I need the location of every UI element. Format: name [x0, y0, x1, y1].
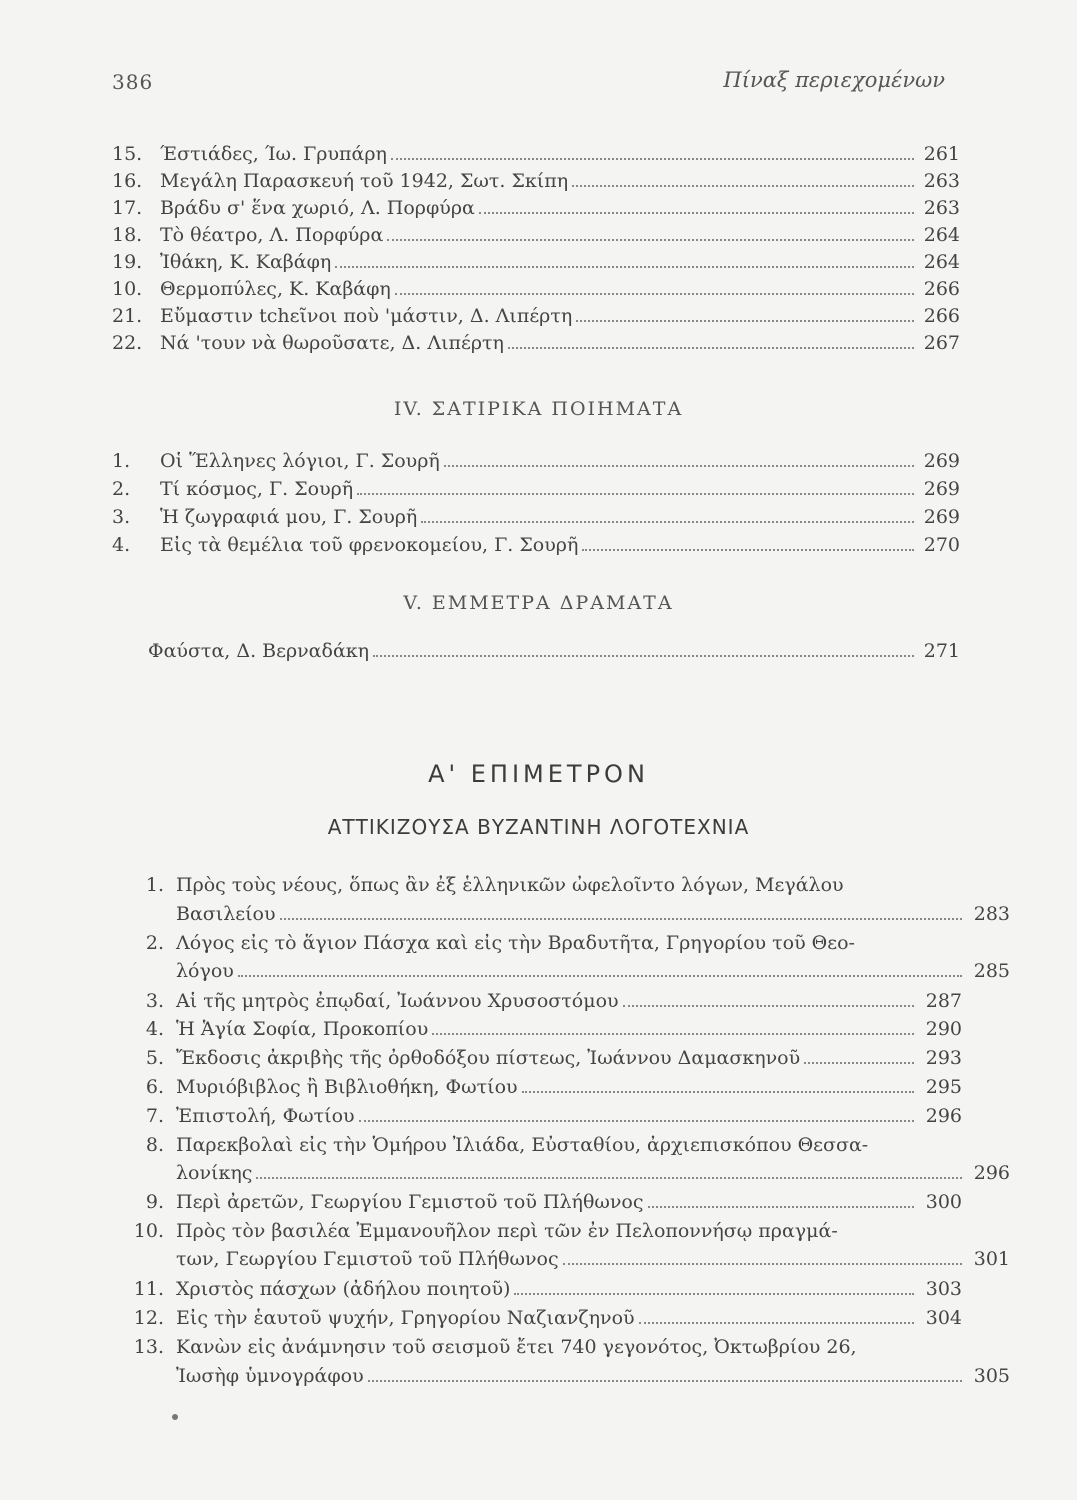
- entry-number: 11.: [133, 1278, 164, 1300]
- entry-page: 295: [925, 1076, 962, 1098]
- entry-page: 300: [925, 1191, 962, 1213]
- dot-leader: [373, 655, 914, 657]
- entry-page: 285: [973, 960, 1010, 982]
- entry-page: 261: [923, 143, 960, 165]
- dot-leader: [576, 320, 914, 322]
- entry-number: 3.: [145, 990, 164, 1012]
- running-title: Πίναξ περιεχομένων: [723, 68, 945, 92]
- list-item: [128, 1076, 962, 1098]
- list-item: [128, 874, 962, 896]
- entry-title: Περὶ ἀρετῶν, Γεωργίου Γεμιστοῦ τοῦ Πλήθωνος: [176, 1191, 644, 1213]
- list-item-continuation: [128, 903, 1010, 925]
- dot-leader: [256, 1177, 962, 1179]
- dot-leader: [639, 1322, 914, 1324]
- list-item: [128, 1134, 962, 1156]
- dot-leader: [432, 1033, 914, 1035]
- entry-title: Εἰς τὴν ἑαυτοῦ ψυχήν, Γρηγορίου Ναζιανζηνοῦ: [176, 1307, 635, 1329]
- toc-entry: [112, 143, 960, 165]
- entry-page: 304: [925, 1307, 962, 1329]
- toc-entry: [112, 305, 960, 327]
- entry-number: 1.: [112, 450, 131, 472]
- dot-leader: [395, 293, 914, 295]
- entry-page: 266: [923, 305, 960, 327]
- entry-title: Τί κόσμος, Γ. Σουρῆ: [160, 478, 354, 500]
- entry-title: Εὔμαστιν tchεῖνοι ποὺ 'μάστιν, Δ. Λιπέρτη: [160, 305, 573, 327]
- entry-number: 3.: [112, 506, 131, 528]
- dot-leader: [335, 266, 914, 268]
- toc-entry: [112, 506, 960, 528]
- entry-title: Μυριόβιβλος ἢ Βιβλιοθήκη, Φωτίου: [176, 1076, 518, 1098]
- dot-leader: [563, 1263, 962, 1265]
- dot-leader: [357, 493, 914, 495]
- entry-number: 19.: [112, 251, 143, 273]
- entry-number: 17.: [112, 197, 143, 219]
- entry-page: 305: [973, 1365, 1010, 1387]
- list-item-continuation: [128, 1248, 1010, 1270]
- appendix-title: Α' ΕΠΙΜΕΤΡΟΝ: [428, 760, 649, 788]
- dot-leader: [479, 212, 914, 214]
- dot-leader: [514, 1293, 914, 1295]
- appendix-subtitle: ΑΤΤΙΚΙΖΟΥΣΑ ΒΥΖΑΝΤΙΝΗ ΛΟΓΟΤΕΧΝΙΑ: [327, 815, 750, 839]
- list-item: [128, 932, 962, 954]
- list-item: [128, 1307, 962, 1329]
- toc-entry: [112, 278, 960, 300]
- dot-leader: [238, 975, 962, 977]
- dot-leader: [444, 465, 914, 467]
- entry-title-cont: των, Γεωργίου Γεμιστοῦ τοῦ Πλήθωνος: [176, 1248, 559, 1270]
- list-item: [128, 1278, 962, 1300]
- entry-number: 15.: [112, 143, 143, 165]
- entry-number: 4.: [145, 1018, 164, 1040]
- toc-entry: [112, 450, 960, 472]
- dot-leader: [508, 347, 914, 349]
- section-heading-v: V. ΕΜΜΕΤΡΑ ΔΡΑΜΑΤΑ: [403, 592, 674, 614]
- entry-number: 22.: [112, 332, 143, 354]
- list-item: [128, 1336, 962, 1358]
- entry-page: 269: [923, 478, 960, 500]
- entry-title: Χριστὸς πάσχων (ἀδήλου ποιητοῦ): [176, 1278, 511, 1300]
- dot-leader: [804, 1062, 914, 1064]
- entry-number: 5.: [145, 1047, 164, 1069]
- entry-title: Ἡ ζωγραφιά μου, Γ. Σουρῆ: [160, 506, 418, 528]
- ink-speck: [172, 1414, 178, 1420]
- list-item-continuation: [128, 1365, 1010, 1387]
- entry-number: 10.: [112, 278, 143, 300]
- dot-leader: [421, 521, 914, 523]
- entry-title: Πρὸς τοὺς νέους, ὅπως ἂν ἐξ ἑλληνικῶν ὠφελοῖντο λόγων, Μεγάλου: [176, 874, 844, 896]
- entry-title: Έστιάδες, Ίω. Γρυπάρη: [160, 143, 387, 165]
- entry-page: 269: [923, 450, 960, 472]
- entry-number: 6.: [145, 1076, 164, 1098]
- entry-title: Αἱ τῆς μητρὸς ἐπῳδαί, Ἰωάννου Χρυσοστόμου: [176, 990, 619, 1012]
- entry-title: Παρεκβολαὶ εἰς τὴν Ὁμήρου Ἰλιάδα, Εὐσταθίου, ἀρχιεπισκόπου Θεσσα-: [176, 1134, 869, 1156]
- entry-number: 18.: [112, 224, 143, 246]
- entry-title: Θερμοπύλες, Κ. Καβάφη: [160, 278, 391, 300]
- entry-title: Φαύστα, Δ. Βερναδάκη: [148, 640, 370, 662]
- toc-entry: [112, 332, 960, 354]
- list-item: [128, 1220, 962, 1242]
- entry-title: Τὸ θέατρο, Λ. Πορφύρα: [160, 224, 384, 246]
- entry-page: 264: [923, 224, 960, 246]
- dot-leader: [522, 1091, 914, 1093]
- entry-page: 296: [973, 1162, 1010, 1184]
- list-item: [128, 1047, 962, 1069]
- toc-entry: [112, 534, 960, 556]
- entry-title-cont: Ἰωσὴφ ὑμνογράφου: [176, 1365, 364, 1387]
- entry-title-cont: Βασιλείου: [176, 903, 276, 925]
- entry-page: 303: [925, 1278, 962, 1300]
- entry-title: Νά 'τουν νὰ θωροῦσατε, Δ. Λιπέρτη: [160, 332, 504, 354]
- dot-leader: [572, 185, 914, 187]
- entry-title: Βράδυ σ' ἕνα χωριό, Λ. Πορφύρα: [160, 197, 475, 219]
- entry-page: 263: [923, 170, 960, 192]
- entry-title: Ἡ Ἁγία Σοφία, Προκοπίου: [176, 1018, 429, 1040]
- dot-leader: [391, 158, 914, 160]
- dot-leader: [582, 549, 914, 551]
- entry-number: 1.: [145, 874, 164, 896]
- toc-entry: [148, 640, 960, 662]
- entry-title: Ἰθάκη, Κ. Καβάφη: [160, 251, 332, 273]
- toc-entry: [112, 251, 960, 273]
- entry-page: 267: [923, 332, 960, 354]
- section-heading-iv: IV. ΣΑΤΙΡΙΚΑ ΠΟΙΗΜΑΤΑ: [393, 398, 684, 420]
- entry-page: 271: [923, 640, 960, 662]
- entry-title: Ἔκδοσις ἀκριβὴς τῆς ὀρθοδόξου πίστεως, Ἰωάννου Δαμασκηνοῦ: [176, 1047, 801, 1069]
- entry-number: 13.: [133, 1336, 164, 1358]
- dot-leader: [359, 1120, 914, 1122]
- list-item: [128, 990, 962, 1012]
- entry-page: 269: [923, 506, 960, 528]
- entry-number: 21.: [112, 305, 143, 327]
- entry-number: 7.: [145, 1105, 164, 1127]
- entry-title: Οἱ Ἕλληνες λόγιοι, Γ. Σουρῆ: [160, 450, 440, 472]
- dot-leader: [387, 239, 914, 241]
- dot-leader: [280, 918, 962, 920]
- list-item-continuation: [128, 1162, 1010, 1184]
- toc-entry: [112, 170, 960, 192]
- entry-page: 266: [923, 278, 960, 300]
- toc-entry: [112, 224, 960, 246]
- entry-number: 9.: [145, 1191, 164, 1213]
- entry-title: Κανὼν εἰς ἀνάμνησιν τοῦ σεισμοῦ ἔτει 740 γεγονότος, Ὀκτωβρίου 26,: [176, 1336, 857, 1358]
- entry-title: Ἐπιστολή, Φωτίου: [176, 1105, 355, 1127]
- entry-page: 270: [923, 534, 960, 556]
- entry-title: Εἰς τὰ θεμέλια τοῦ φρενοκομείου, Γ. Σουρῆ: [160, 534, 579, 556]
- entry-page: 283: [973, 903, 1010, 925]
- dot-leader: [623, 1005, 914, 1007]
- list-item: [128, 1018, 962, 1040]
- entry-page: 264: [923, 251, 960, 273]
- list-item: [128, 1191, 962, 1213]
- list-item-continuation: [128, 960, 1010, 982]
- toc-entry: [112, 197, 960, 219]
- dot-leader: [368, 1380, 962, 1382]
- entry-title-cont: λονίκης: [176, 1162, 253, 1184]
- page-number: 386: [112, 70, 154, 94]
- entry-title: Μεγάλη Παρασκευή τοῦ 1942, Σωτ. Σκίπη: [160, 170, 569, 192]
- list-item: [128, 1105, 962, 1127]
- entry-title: Πρὸς τὸν βασιλέα Ἐμμανουῆλον περὶ τῶν ἐν Πελοποννήσῳ πραγμά-: [176, 1220, 838, 1242]
- entry-number: 2.: [112, 478, 131, 500]
- toc-entry: [112, 478, 960, 500]
- entry-number: 12.: [133, 1307, 164, 1329]
- entry-page: 293: [925, 1047, 962, 1069]
- entry-page: 263: [923, 197, 960, 219]
- entry-page: 290: [925, 1018, 962, 1040]
- dot-leader: [648, 1206, 914, 1208]
- entry-number: 8.: [145, 1134, 164, 1156]
- entry-number: 16.: [112, 170, 143, 192]
- entry-number: 2.: [145, 932, 164, 954]
- entry-title-cont: λόγου: [176, 960, 234, 982]
- entry-number: 10.: [133, 1220, 164, 1242]
- entry-number: 4.: [112, 534, 131, 556]
- entry-page: 296: [925, 1105, 962, 1127]
- entry-title: Λόγος εἰς τὸ ἅγιον Πάσχα καὶ εἰς τὴν Βραδυτῆτα, Γρηγορίου τοῦ Θεο-: [176, 932, 855, 954]
- entry-page: 301: [973, 1248, 1010, 1270]
- entry-page: 287: [925, 990, 962, 1012]
